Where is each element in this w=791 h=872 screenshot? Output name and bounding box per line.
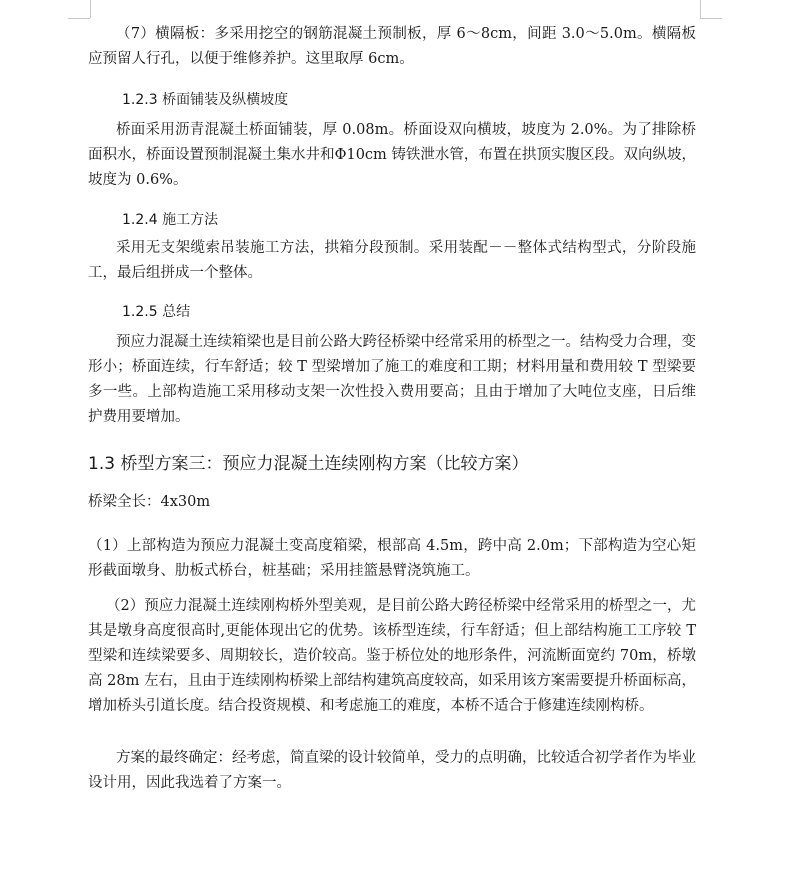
paragraph-bridge-length: 桥梁全长：4x30m bbox=[88, 494, 211, 510]
crop-mark-left-vertical bbox=[90, 0, 91, 18]
heading-1-2-5: 1.2.5 总结 bbox=[122, 304, 191, 320]
paragraph-deck-paving: 桥面采用沥青混凝土桥面铺装，厚 0.08m。桥面设双向横坡，坡度为 2.0%。为了排除桥面积水，桥面设置预制混凝土集水井和Φ10cm 铸铁泄水管，布置在拱顶实腹区段。双向纵坡，坡度为 0.6%。 bbox=[88, 122, 696, 188]
heading-1-2-4: 1.2.4 施工方法 bbox=[122, 212, 219, 228]
crop-mark-right-vertical bbox=[700, 0, 701, 18]
crop-mark-left-horizontal bbox=[68, 18, 90, 19]
paragraph-diaphragm: （7）横隔板：多采用挖空的钢筋混凝土预制板，厚 6～8cm，间距 3.0～5.0m。横隔板应预留人行孔，以便于维修养护。这里取厚 6cm。 bbox=[88, 26, 696, 67]
paragraph-summary: 预应力混凝土连续箱梁也是目前公路大跨径桥梁中经常采用的桥型之一。结构受力合理，变形小；桥面连续，行车舒适；较 T 型梁增加了施工的难度和工期；材料用量和费用较 T 型梁要多一些。上部构造施工采用移动支架一次性投入费用要高；且由于增加了大吨位支座，日后维护费用要增加。 bbox=[88, 334, 696, 425]
paragraph-scheme-three-item-1: （1）上部构造为预应力混凝土变高度箱梁，根部高 4.5m，跨中高 2.0m；下部构造为空心矩形截面墩身、肋板式桥台，桩基础；采用挂篮悬臂浇筑施工。 bbox=[88, 538, 696, 579]
paragraph-scheme-three-item-2: （2）预应力混凝土连续刚构桥外型美观，是目前公路大跨径桥梁中经常采用的桥型之一，尤其是墩身高度很高时,更能体现出它的优势。该桥型连续，行车舒适；但上部结构施工工序较 T 型梁和连续梁要多、周期较长，造价较高。鉴于桥位处的地形条件，河流断面宽约 70m，桥墩高 28m 左右，且由于连续刚构桥梁上部结构建筑高度较高，如采用该方案需要提升桥面标高，增加桥头引道长度。结合投资规模、和考虑施工的难度，本桥不适合于修建连续刚构桥。 bbox=[88, 598, 696, 714]
heading-1-3: 1.3 桥型方案三：预应力混凝土连续刚构方案（比较方案） bbox=[88, 454, 529, 474]
crop-mark-right-horizontal bbox=[700, 18, 722, 19]
paragraph-construction-method: 采用无支架缆索吊装施工方法，拱箱分段预制。采用装配－－整体式结构型式，分阶段施工，最后组拼成一个整体。 bbox=[88, 240, 696, 281]
heading-1-2-3: 1.2.3 桥面铺装及纵横坡度 bbox=[122, 92, 289, 108]
paragraph-final-decision: 方案的最终确定：经考虑，简直梁的设计较简单，受力的点明确，比较适合初学者作为毕业设计用，因此我选着了方案一。 bbox=[88, 750, 696, 791]
